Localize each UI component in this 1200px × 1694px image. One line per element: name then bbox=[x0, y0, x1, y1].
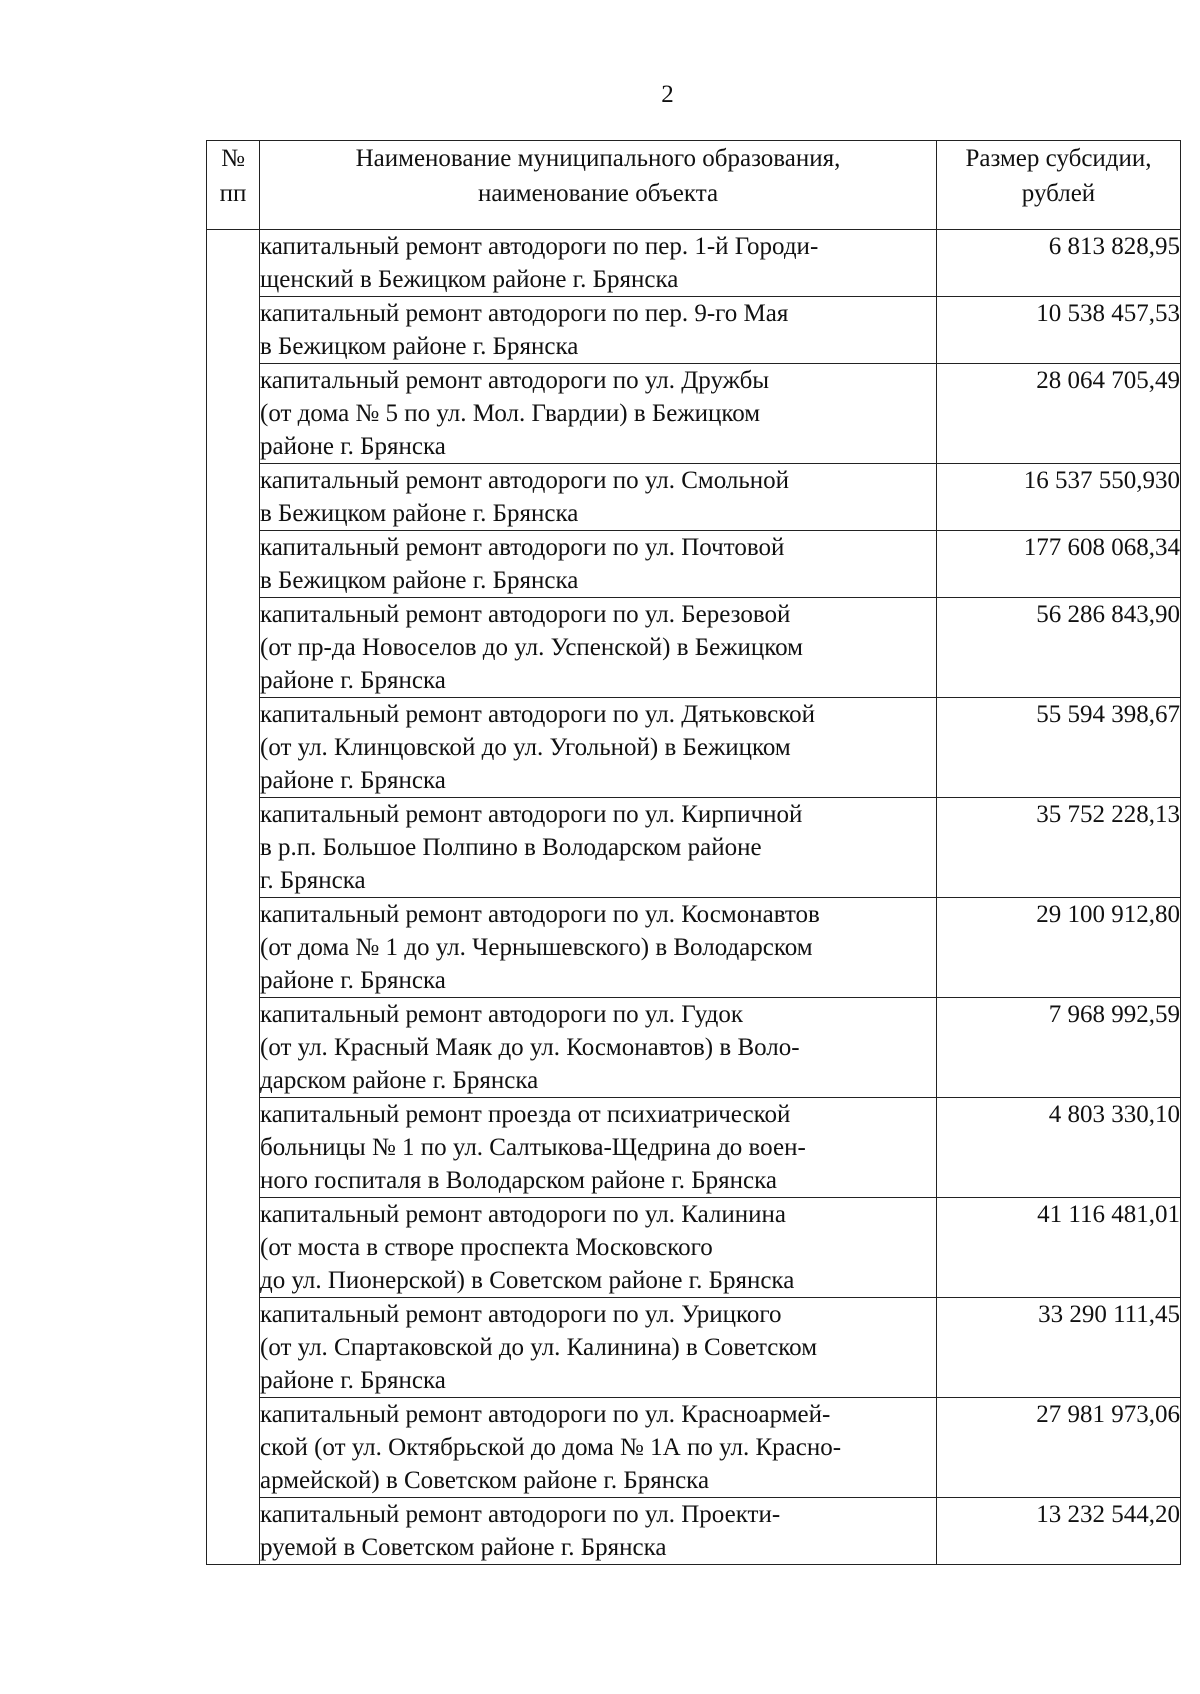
object-name-cell bbox=[260, 297, 937, 364]
object-name-line: капитальный ремонт автодороги по пер. 9-го Мая bbox=[260, 300, 789, 327]
object-name-line: щенский в Бежицком районе г. Брянска bbox=[260, 266, 679, 293]
object-name-line: капитальный ремонт автодороги по ул. Смольной bbox=[260, 467, 790, 494]
object-name-cell bbox=[260, 798, 937, 898]
object-name-cell bbox=[260, 1298, 937, 1398]
header-name bbox=[260, 141, 937, 230]
subsidy-table bbox=[206, 140, 1181, 1565]
table-row bbox=[207, 1498, 1181, 1565]
object-name-cell bbox=[260, 898, 937, 998]
table-header bbox=[207, 141, 1181, 230]
subsidy-amount-cell: 56 286 843,90 bbox=[937, 598, 1181, 698]
object-name-line: (от ул. Спартаковской до ул. Калинина) в Советском bbox=[260, 1334, 818, 1361]
subsidy-amount-cell: 33 290 111,45 bbox=[937, 1298, 1181, 1398]
object-name-line: в Бежицком районе г. Брянска bbox=[260, 333, 579, 360]
header-num bbox=[207, 141, 260, 230]
subsidy-amount-cell: 10 538 457,53 bbox=[937, 297, 1181, 364]
object-name-line: капитальный ремонт автодороги по ул. Почтовой bbox=[260, 534, 785, 561]
object-name-cell bbox=[260, 598, 937, 698]
table-row bbox=[207, 1398, 1181, 1498]
object-name-line: капитальный ремонт автодороги по ул. Космонавтов bbox=[260, 901, 820, 928]
subsidy-amount-cell: 29 100 912,80 bbox=[937, 898, 1181, 998]
table-row bbox=[207, 531, 1181, 598]
object-name-line: (от дома № 1 до ул. Чернышевского) в Володарском bbox=[260, 934, 813, 961]
object-name-line: (от моста в створе проспекта Московского bbox=[260, 1234, 713, 1261]
object-name-cell bbox=[260, 464, 937, 531]
object-name-line: больницы № 1 по ул. Салтыкова-Щедрина до воен- bbox=[260, 1134, 806, 1161]
table-row bbox=[207, 297, 1181, 364]
object-name-cell bbox=[260, 1398, 937, 1498]
table-row bbox=[207, 798, 1181, 898]
subsidy-amount-cell: 55 594 398,67 bbox=[937, 698, 1181, 798]
object-name-line: капитальный ремонт автодороги по ул. Кирпичной bbox=[260, 801, 803, 828]
object-name-line: капитальный ремонт автодороги по ул. Дятьковской bbox=[260, 701, 816, 728]
object-name-line: (от ул. Клинцовской до ул. Угольной) в Бежицком bbox=[260, 734, 791, 761]
subsidy-amount-cell: 177 608 068,34 bbox=[937, 531, 1181, 598]
table-row bbox=[207, 1098, 1181, 1198]
header-name-line: наименование объекта bbox=[477, 180, 719, 207]
table-row bbox=[207, 464, 1181, 531]
object-name-line: капитальный ремонт автодороги по пер. 1-й Городи- bbox=[260, 233, 819, 260]
subsidy-amount-cell: 13 232 544,20 bbox=[937, 1498, 1181, 1565]
header-num-line: пп bbox=[219, 180, 247, 207]
header-amount-line: рублей bbox=[1021, 180, 1096, 207]
object-name-line: руемой в Советском районе г. Брянска bbox=[260, 1534, 667, 1561]
object-name-line: в Бежицком районе г. Брянска bbox=[260, 500, 579, 527]
subsidy-amount-cell: 7 968 992,59 bbox=[937, 998, 1181, 1098]
row-number-cell bbox=[207, 230, 260, 1565]
subsidy-amount-cell: 41 116 481,01 bbox=[937, 1198, 1181, 1298]
object-name-line: в Бежицком районе г. Брянска bbox=[260, 567, 579, 594]
object-name-cell bbox=[260, 230, 937, 297]
object-name-line: районе г. Брянска bbox=[260, 767, 446, 794]
object-name-line: районе г. Брянска bbox=[260, 433, 446, 460]
object-name-line: капитальный ремонт автодороги по ул. Березовой bbox=[260, 601, 791, 628]
header-amount-line: Размер субсидии, bbox=[965, 145, 1152, 172]
table-body bbox=[207, 230, 1181, 1565]
table-row bbox=[207, 998, 1181, 1098]
table-row bbox=[207, 898, 1181, 998]
subsidy-amount-cell: 4 803 330,10 bbox=[937, 1098, 1181, 1198]
object-name-cell bbox=[260, 698, 937, 798]
object-name-line: капитальный ремонт автодороги по ул. Красноармей- bbox=[260, 1401, 831, 1428]
subsidy-amount-cell: 6 813 828,95 bbox=[937, 230, 1181, 297]
object-name-line: ской (от ул. Октябрьской до дома № 1А по ул. Красно- bbox=[260, 1434, 842, 1461]
object-name-line: армейской) в Советском районе г. Брянска bbox=[260, 1467, 710, 1494]
object-name-line: в р.п. Большое Полпино в Володарском районе bbox=[260, 834, 762, 861]
object-name-line: капитальный ремонт автодороги по ул. Калинина bbox=[260, 1201, 787, 1228]
object-name-line: г. Брянска bbox=[260, 867, 366, 894]
table-row bbox=[207, 1198, 1181, 1298]
page-number: 2 bbox=[661, 81, 674, 108]
table-row bbox=[207, 698, 1181, 798]
object-name-line: ного госпиталя в Володарском районе г. Брянска bbox=[260, 1167, 778, 1194]
header-num-line: № bbox=[221, 145, 245, 172]
header-name-line: Наименование муниципального образования, bbox=[355, 145, 841, 172]
table-row bbox=[207, 230, 1181, 297]
object-name-line: районе г. Брянска bbox=[260, 967, 446, 994]
table-row bbox=[207, 598, 1181, 698]
object-name-line: капитальный ремонт автодороги по ул. Проекти- bbox=[260, 1501, 781, 1528]
object-name-line: капитальный ремонт автодороги по ул. Урицкого bbox=[260, 1301, 782, 1328]
subsidy-amount-cell: 35 752 228,13 bbox=[937, 798, 1181, 898]
subsidy-amount-cell: 16 537 550,930 bbox=[937, 464, 1181, 531]
object-name-line: капитальный ремонт автодороги по ул. Дружбы bbox=[260, 367, 770, 394]
object-name-line: (от дома № 5 по ул. Мол. Гвардии) в Бежицком bbox=[260, 400, 761, 427]
object-name-line: районе г. Брянска bbox=[260, 1367, 446, 1394]
object-name-cell bbox=[260, 1498, 937, 1565]
object-name-cell bbox=[260, 1198, 937, 1298]
header-row bbox=[207, 141, 1181, 230]
object-name-line: (от пр-да Новоселов до ул. Успенской) в Бежицком bbox=[260, 634, 803, 661]
subsidy-amount-cell: 27 981 973,06 bbox=[937, 1398, 1181, 1498]
header-amount bbox=[937, 141, 1181, 230]
object-name-cell bbox=[260, 998, 937, 1098]
object-name-cell bbox=[260, 364, 937, 464]
object-name-line: дарском районе г. Брянска bbox=[260, 1067, 539, 1094]
object-name-line: (от ул. Красный Маяк до ул. Космонавтов) в Воло- bbox=[260, 1034, 800, 1061]
object-name-cell bbox=[260, 1098, 937, 1198]
subsidy-amount-cell: 28 064 705,49 bbox=[937, 364, 1181, 464]
table-row bbox=[207, 1298, 1181, 1398]
object-name-line: капитальный ремонт проезда от психиатрической bbox=[260, 1101, 791, 1128]
object-name-line: капитальный ремонт автодороги по ул. Гудок bbox=[260, 1001, 744, 1028]
object-name-line: районе г. Брянска bbox=[260, 667, 446, 694]
object-name-cell bbox=[260, 531, 937, 598]
table-row bbox=[207, 364, 1181, 464]
object-name-line: до ул. Пионерской) в Советском районе г. Брянска bbox=[260, 1267, 795, 1294]
